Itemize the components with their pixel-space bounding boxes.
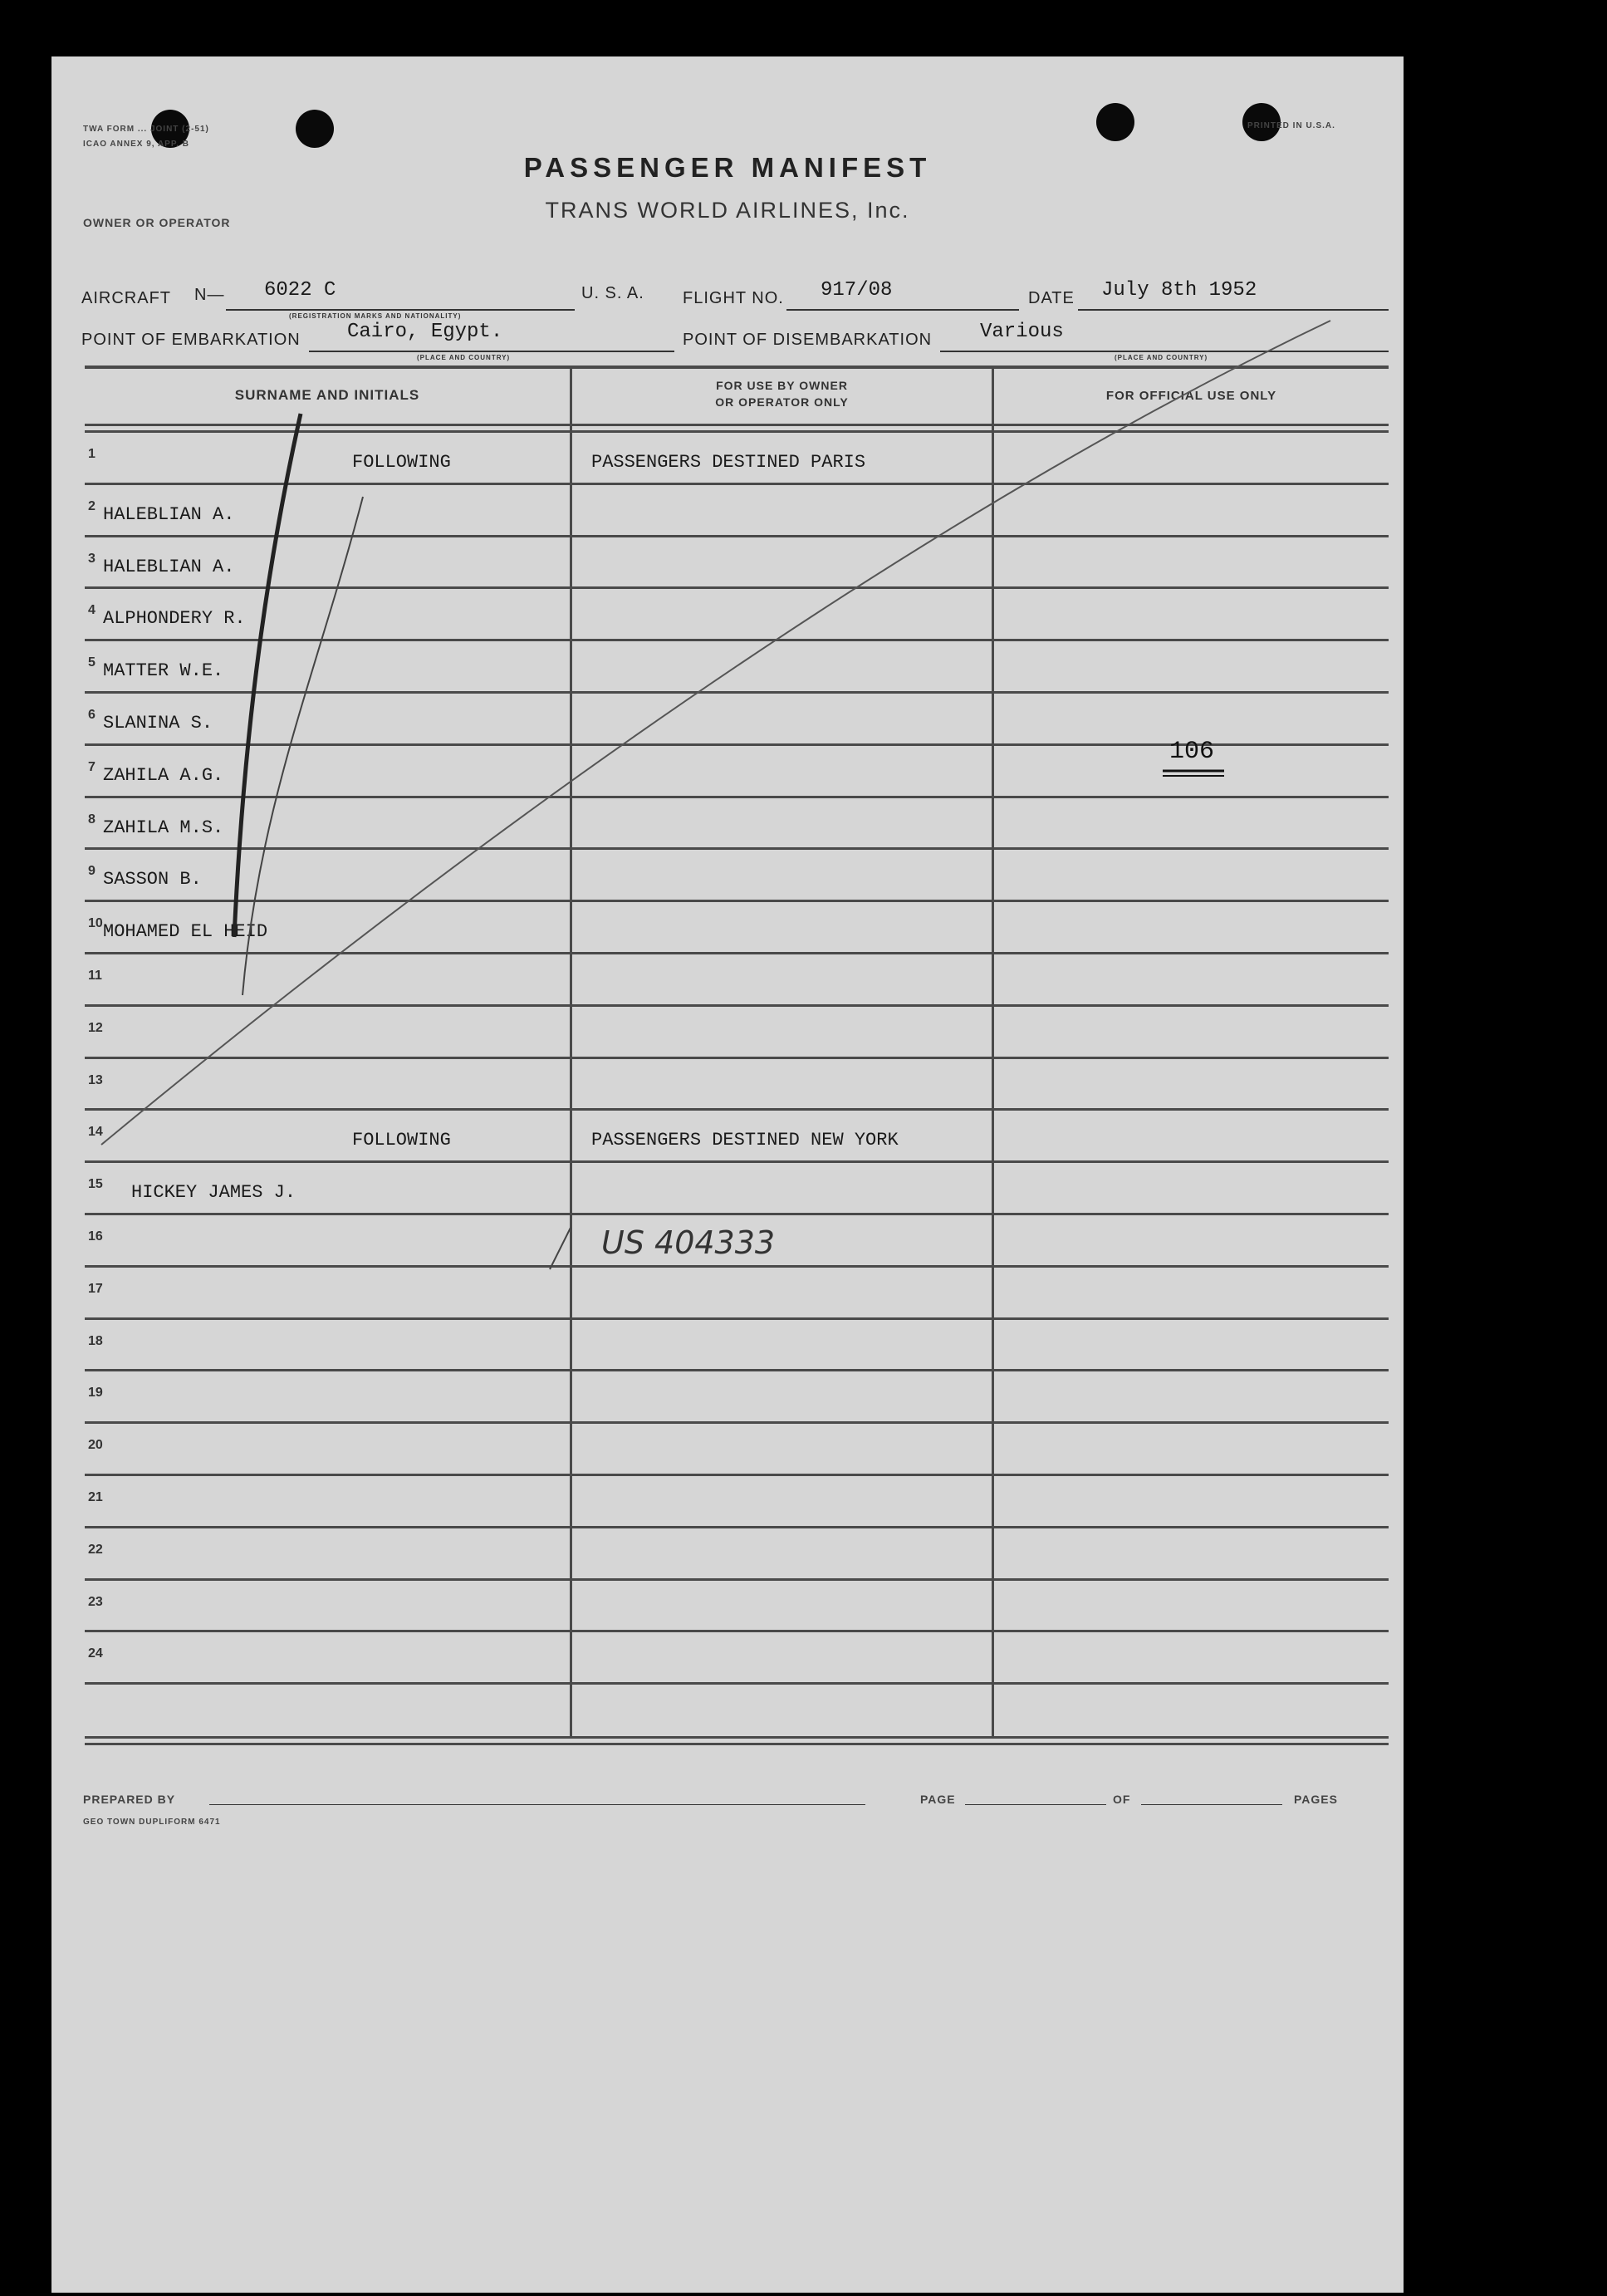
- row-rule: [85, 900, 1389, 902]
- row-rule: [85, 1474, 1389, 1476]
- row-number: 16: [88, 1229, 103, 1244]
- registration-note: (REGISTRATION MARKS AND NATIONALITY): [289, 312, 462, 320]
- prepared-by-label: PREPARED BY: [83, 1793, 176, 1806]
- row-number: 20: [88, 1438, 103, 1453]
- owner-note: PASSENGERS DESTINED PARIS: [591, 452, 866, 473]
- passenger-surname: HALEBLIAN A.: [103, 556, 235, 577]
- of-label: OF: [1113, 1793, 1131, 1806]
- footer-code: GEO TOWN DUPLIFORM 6471: [83, 1818, 221, 1827]
- passenger-surname: MATTER W.E.: [103, 660, 224, 682]
- row-number: 18: [88, 1333, 103, 1348]
- passenger-surname: SASSON B.: [103, 869, 202, 890]
- form-code: TWA FORM ... JOINT (2-51): [83, 125, 209, 134]
- row-number: 15: [88, 1177, 103, 1192]
- row-number: 19: [88, 1386, 103, 1401]
- row-number: 22: [88, 1542, 103, 1557]
- official-stamp: 106: [1169, 738, 1215, 766]
- passenger-surname: FOLLOWING: [352, 452, 451, 473]
- embarkation-label: POINT OF EMBARKATION: [81, 331, 301, 349]
- passenger-surname: FOLLOWING: [352, 1130, 451, 1151]
- row-rule: [85, 1578, 1389, 1581]
- row-number: 3: [88, 551, 96, 566]
- owner-label: OWNER OR OPERATOR: [83, 216, 231, 229]
- handwritten-passport: US 404333: [601, 1224, 776, 1261]
- passenger-surname: HALEBLIAN A.: [103, 503, 235, 525]
- col-owner-use-2: OR OPERATOR ONLY: [715, 395, 849, 409]
- row-rule: [85, 1682, 1389, 1685]
- place-note-2: (PLACE AND COUNTRY): [1115, 354, 1208, 361]
- row-number: 14: [88, 1125, 103, 1140]
- passenger-surname: ZAHILA M.S.: [103, 817, 224, 838]
- row-number: 17: [88, 1281, 103, 1296]
- row-rule: [85, 586, 1389, 589]
- row-number: 21: [88, 1490, 103, 1504]
- row-rule: [85, 1369, 1389, 1371]
- row-rule: [85, 1004, 1389, 1007]
- manifest-page: [51, 56, 1404, 2293]
- place-note: (PLACE AND COUNTRY): [417, 354, 511, 361]
- passenger-surname: SLANINA S.: [103, 713, 213, 733]
- row-rule: [85, 1317, 1389, 1320]
- row-number: 1: [88, 447, 96, 461]
- date-value: July 8th 1952: [1101, 279, 1257, 302]
- col-official: FOR OFFICIAL USE ONLY: [1105, 389, 1277, 403]
- row-rule: [85, 796, 1389, 798]
- row-number: 10: [88, 916, 103, 931]
- row-rule: [85, 1421, 1389, 1424]
- flight-value: 917/08: [821, 279, 893, 302]
- row-number: 2: [88, 498, 96, 513]
- row-number: 9: [88, 864, 96, 879]
- owner-note: PASSENGERS DESTINED NEW YORK: [591, 1130, 899, 1151]
- row-number: 12: [88, 1020, 103, 1035]
- row-rule: [85, 1057, 1389, 1059]
- disembarkation-label: POINT OF DISEMBARKATION: [683, 331, 933, 349]
- row-rule: [85, 1265, 1389, 1268]
- row-rule: [85, 639, 1389, 641]
- row-number: 7: [88, 759, 96, 774]
- operator-name: TRANS WORLD AIRLINES, Inc.: [545, 198, 910, 223]
- row-rule: [85, 483, 1389, 485]
- date-label: DATE: [1028, 289, 1075, 307]
- row-number: 5: [88, 655, 96, 670]
- row-rule: [85, 1213, 1389, 1215]
- punch-hole: [296, 110, 334, 148]
- aircraft-label: AIRCRAFT: [81, 289, 171, 307]
- row-number: 23: [88, 1594, 103, 1609]
- disembarkation-value: Various: [980, 321, 1064, 343]
- row-rule: [85, 1526, 1389, 1528]
- row-rule: [85, 952, 1389, 954]
- punch-hole: [1096, 103, 1134, 141]
- row-rule: [85, 1630, 1389, 1632]
- passenger-surname: HICKEY JAMES J.: [131, 1182, 296, 1204]
- row-number: 8: [88, 812, 96, 827]
- passenger-surname: ZAHILA A.G.: [103, 764, 224, 786]
- col-surname: SURNAME AND INITIALS: [234, 387, 420, 403]
- page-title: PASSENGER MANIFEST: [523, 152, 932, 183]
- passenger-surname: MOHAMED EL HEID: [103, 921, 268, 943]
- row-number: 13: [88, 1072, 103, 1087]
- row-rule: [85, 1160, 1389, 1163]
- row-number: 6: [88, 708, 96, 722]
- col-owner-use: FOR USE BY OWNER: [716, 379, 848, 392]
- row-rule: [85, 691, 1389, 694]
- row-rule: [85, 535, 1389, 537]
- page-label: PAGE: [920, 1793, 956, 1806]
- nationality: U. S. A.: [581, 284, 644, 302]
- printed-in: PRINTED IN U.S.A.: [1247, 121, 1335, 130]
- row-rule: [85, 1108, 1389, 1111]
- pages-label: PAGES: [1294, 1793, 1338, 1806]
- row-number: 24: [88, 1646, 103, 1661]
- flight-label: FLIGHT NO.: [683, 289, 784, 307]
- form-annex: ICAO ANNEX 9, APP. B: [83, 140, 189, 149]
- row-rule: [85, 847, 1389, 850]
- aircraft-value: 6022 C: [264, 279, 336, 302]
- embarkation-value: Cairo, Egypt.: [347, 321, 503, 343]
- passenger-surname: ALPHONDERY R.: [103, 608, 246, 630]
- aircraft-prefix: N—: [194, 286, 225, 304]
- row-number: 11: [88, 969, 102, 983]
- row-number: 4: [88, 603, 96, 618]
